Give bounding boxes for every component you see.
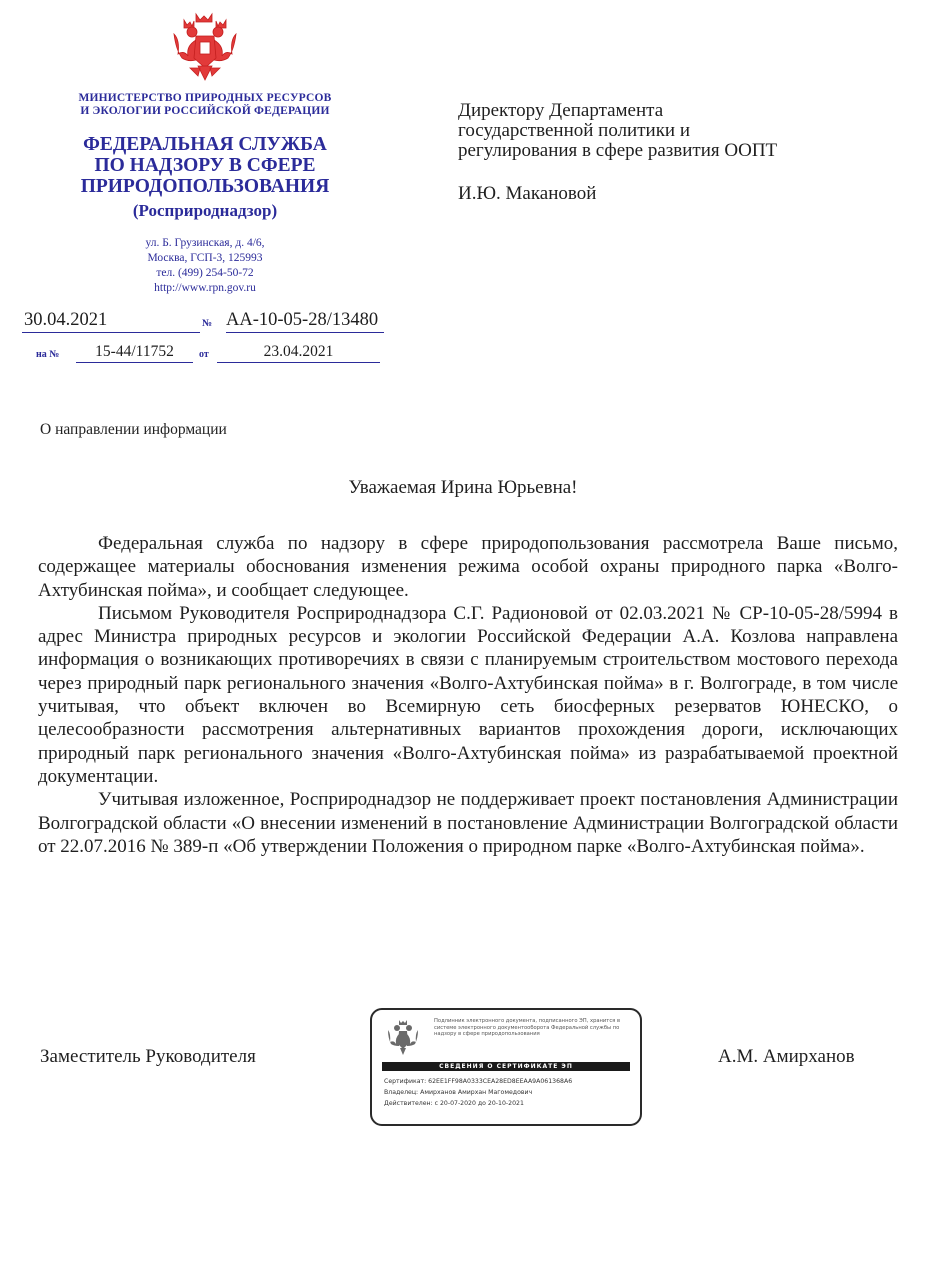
signatory-name: А.М. Амирханов	[718, 1046, 855, 1067]
address-street: ул. Б. Грузинская, д. 4/6,	[145, 237, 265, 249]
addressee-line-3: регулирования в сфере развития ООПТ	[458, 140, 778, 161]
stamp-emblem-icon	[386, 1018, 420, 1056]
outgoing-date: 30.04.2021	[22, 308, 200, 333]
address-website: http://www.rpn.gov.ru	[154, 282, 256, 294]
service-line-1: ФЕДЕРАЛЬНАЯ СЛУЖБА	[83, 134, 327, 155]
reference-date: 23.04.2021	[217, 341, 380, 363]
ministry-line-1: МИНИСТЕРСТВО ПРИРОДНЫХ РЕСУРСОВ	[78, 92, 332, 104]
salutation: Уважаемая Ирина Юрьевна!	[348, 477, 578, 498]
letter-subject: О направлении информации	[40, 421, 227, 438]
addressee-line-1: Директору Департамента	[458, 100, 664, 121]
service-line-2: ПО НАДЗОРУ В СФЕРЕ	[94, 155, 316, 176]
ministry-line-2: И ЭКОЛОГИИ РОССИЙСКОЙ ФЕДЕРАЦИИ	[80, 105, 330, 117]
stamp-certificate: Сертификат: 62EE1FF98A0333CEA28ED8EEAA9A061368A6	[384, 1078, 573, 1085]
ministry-name	[40, 92, 370, 118]
addressee-position	[458, 101, 898, 161]
stamp-header: СВЕДЕНИЯ О СЕРТИФИКАТЕ ЭП	[382, 1062, 630, 1071]
sender-address	[40, 236, 370, 296]
address-phone: тел. (499) 254-50-72	[156, 267, 254, 279]
body-paragraph-3: Учитывая изложенное, Росприроднадзор не поддерживает проект постановления Администрации Волгоградской области «О внесении изменений в постановление Администрации Волгоградской области от 22.07.2016 № 389-п «Об утверждении Положения о природном парке «Волго-Ахтубинская пойма».	[38, 789, 898, 857]
electronic-signature-stamp	[370, 1008, 642, 1126]
stamp-note: Подлинник электронного документа, подписанного ЭП, хранится в системе электронного документооборота Федеральной службы по надзору в сфере природопользования	[434, 1018, 621, 1038]
reference-date-label: от	[199, 349, 209, 360]
stamp-validity: Действителен: с 20-07-2020 до 20-10-2021	[384, 1100, 524, 1107]
state-emblem-icon	[170, 10, 240, 82]
service-short-name: (Росприроднадзор)	[132, 201, 278, 220]
service-line-3: ПРИРОДОПОЛЬЗОВАНИЯ	[80, 176, 330, 197]
outgoing-number-label: №	[202, 318, 213, 329]
service-name	[40, 134, 370, 197]
stamp-owner: Владелец: Амирханов Амирхан Магомедович	[384, 1089, 533, 1096]
addressee-name: И.Ю. Макановой	[458, 183, 597, 204]
body-paragraph-1: Федеральная служба по надзору в сфере природопользования рассмотрела Ваше письмо, содержащее материалы обоснования изменения режима особой охраны природного парка «Волго-Ахтубинская пойма», и сообщает следующее.	[38, 533, 898, 601]
signatory-position: Заместитель Руководителя	[40, 1046, 256, 1067]
addressee-line-2: государственной политики и	[458, 120, 691, 141]
body-paragraph-2: Письмом Руководителя Росприроднадзора С.Г. Радионовой от 02.03.2021 № СР-10-05-28/5994 в адрес Министра природных ресурсов и экологии Российской Федерации А.А. Козлова направлена информация о возникающих противоречиях в связи с планируемым строительством мостового перехода через природный парк регионального значения «Волго-Ахтубинская пойма» в г. Волгограде, в том числе учитывая, что объект включен во Всемирную сеть биосферных резерватов ЮНЕСКО, о целесообразности рассмотрения альтернативных вариантов прохождения дороги, исключающих природный парк регионального значения «Волго-Ахтубинская пойма» из разрабатываемой проектной документации.	[38, 602, 898, 787]
reference-number: 15-44/11752	[76, 341, 193, 363]
letter-body	[38, 532, 898, 858]
reference-number-label: на №	[36, 349, 60, 360]
outgoing-number: АА-10-05-28/13480	[226, 308, 384, 333]
address-city: Москва, ГСП-3, 125993	[147, 252, 263, 264]
